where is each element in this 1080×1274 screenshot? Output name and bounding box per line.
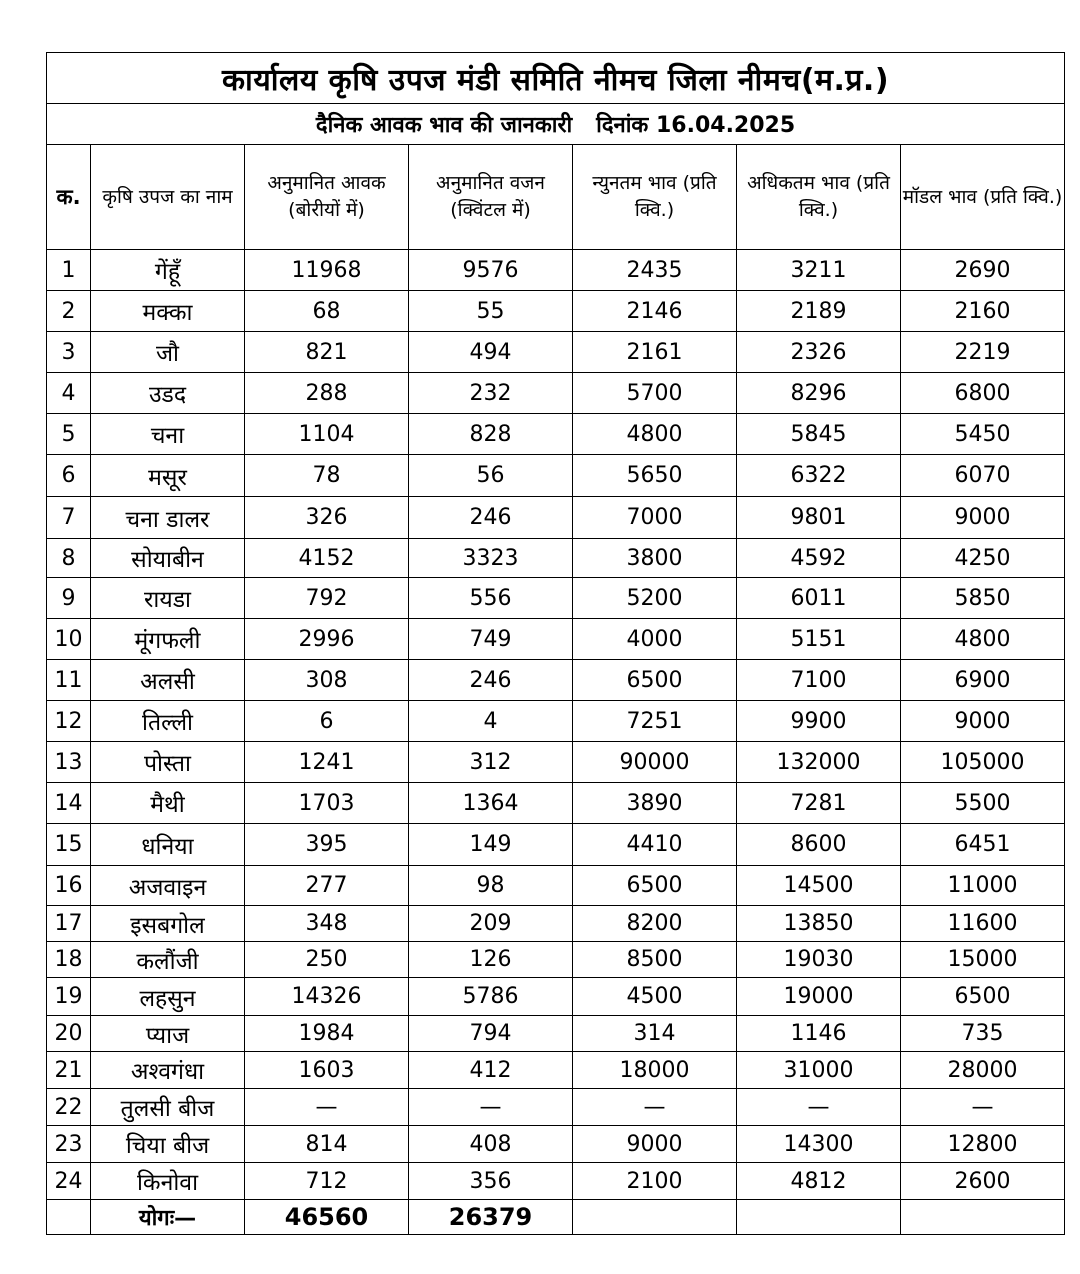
cell-max-price: 7281 [737, 783, 901, 824]
report-subtitle: दैनिक आवक भाव की जानकारी [315, 113, 573, 138]
total-label: योगः— [91, 1200, 245, 1235]
cell-modal-price: 6070 [901, 455, 1065, 497]
cell-arrival: 250 [245, 942, 409, 978]
cell-min-price: 4000 [573, 619, 737, 660]
cell-arrival: 1984 [245, 1016, 409, 1052]
cell-sn: 6 [47, 455, 91, 497]
cell-weight: 5786 [409, 978, 573, 1016]
cell-arrival: 68 [245, 291, 409, 332]
cell-modal-price: 2219 [901, 332, 1065, 373]
cell-min-price: 3800 [573, 539, 737, 578]
cell-weight: — [409, 1089, 573, 1126]
cell-arrival: 1603 [245, 1052, 409, 1089]
cell-sn: 21 [47, 1052, 91, 1089]
cell-weight: 209 [409, 906, 573, 942]
cell-max-price: 5845 [737, 414, 901, 455]
header-row [47, 145, 1065, 250]
cell-crop: अलसी [91, 660, 245, 701]
cell-modal-price: 2690 [901, 250, 1065, 291]
cell-crop: सोयाबीन [91, 539, 245, 578]
cell-modal-price: 12800 [901, 1126, 1065, 1163]
cell-weight: 1364 [409, 783, 573, 824]
cell-max-price: 5151 [737, 619, 901, 660]
cell-crop: प्याज [91, 1016, 245, 1052]
cell-sn: 1 [47, 250, 91, 291]
cell-min-price: 2161 [573, 332, 737, 373]
price-table [46, 52, 1065, 1235]
header-arrival: अनुमानित आवक (बोरीयों में) [245, 145, 409, 250]
cell-sn: 14 [47, 783, 91, 824]
table-row [47, 1163, 1065, 1200]
cell-weight: 149 [409, 824, 573, 866]
total-row [47, 1200, 1065, 1235]
cell-arrival: 792 [245, 578, 409, 619]
cell-modal-price: 9000 [901, 701, 1065, 742]
cell-min-price: 6500 [573, 660, 737, 701]
cell-sn: 7 [47, 497, 91, 539]
cell-min-price: 7251 [573, 701, 737, 742]
table-row [47, 455, 1065, 497]
cell-max-price: 14500 [737, 866, 901, 906]
table-row [47, 742, 1065, 783]
cell-modal-price: 9000 [901, 497, 1065, 539]
cell-modal-price: 4800 [901, 619, 1065, 660]
header-crop: कृषि उपज का नाम [91, 145, 245, 250]
header-max-price: अधिकतम भाव (प्रति क्वि.) [737, 145, 901, 250]
cell-arrival: 6 [245, 701, 409, 742]
table-row [47, 619, 1065, 660]
cell-crop: किनोवा [91, 1163, 245, 1200]
total-blank-min [573, 1200, 737, 1235]
cell-sn: 4 [47, 373, 91, 414]
table-row [47, 1089, 1065, 1126]
cell-crop: तिल्ली [91, 701, 245, 742]
cell-crop: रायडा [91, 578, 245, 619]
report-subtitle-cell [47, 104, 1065, 145]
cell-min-price: 3890 [573, 783, 737, 824]
table-row [47, 1052, 1065, 1089]
cell-arrival: 348 [245, 906, 409, 942]
cell-weight: 126 [409, 942, 573, 978]
cell-arrival: 14326 [245, 978, 409, 1016]
page-title: कार्यालय कृषि उपज मंडी समिति नीमच जिला नीमच(म.प्र.) [47, 53, 1065, 104]
cell-sn: 2 [47, 291, 91, 332]
table-row [47, 578, 1065, 619]
cell-weight: 412 [409, 1052, 573, 1089]
cell-sn: 8 [47, 539, 91, 578]
cell-arrival: 395 [245, 824, 409, 866]
cell-modal-price: 105000 [901, 742, 1065, 783]
cell-min-price: 5650 [573, 455, 737, 497]
cell-arrival: 821 [245, 332, 409, 373]
cell-sn: 19 [47, 978, 91, 1016]
cell-min-price: 4410 [573, 824, 737, 866]
cell-modal-price: 11600 [901, 906, 1065, 942]
mandi-price-sheet [46, 52, 1064, 1235]
cell-arrival: 1241 [245, 742, 409, 783]
cell-max-price: 2326 [737, 332, 901, 373]
cell-crop: चिया बीज [91, 1126, 245, 1163]
cell-min-price: 9000 [573, 1126, 737, 1163]
cell-sn: 16 [47, 866, 91, 906]
cell-arrival: 11968 [245, 250, 409, 291]
cell-crop: मैथी [91, 783, 245, 824]
cell-arrival: 2996 [245, 619, 409, 660]
cell-weight: 494 [409, 332, 573, 373]
cell-arrival: 712 [245, 1163, 409, 1200]
table-row [47, 373, 1065, 414]
cell-min-price: 7000 [573, 497, 737, 539]
cell-sn: 9 [47, 578, 91, 619]
cell-max-price: 9900 [737, 701, 901, 742]
total-blank-modal [901, 1200, 1065, 1235]
cell-max-price: 14300 [737, 1126, 901, 1163]
table-row [47, 701, 1065, 742]
cell-weight: 9576 [409, 250, 573, 291]
cell-crop: तुलसी बीज [91, 1089, 245, 1126]
cell-modal-price: 15000 [901, 942, 1065, 978]
table-row [47, 497, 1065, 539]
cell-max-price: 2189 [737, 291, 901, 332]
cell-arrival: 4152 [245, 539, 409, 578]
cell-min-price: 8500 [573, 942, 737, 978]
cell-sn: 17 [47, 906, 91, 942]
cell-crop: चना [91, 414, 245, 455]
total-blank-max [737, 1200, 901, 1235]
cell-weight: 246 [409, 660, 573, 701]
cell-min-price: 2146 [573, 291, 737, 332]
cell-crop: उडद [91, 373, 245, 414]
cell-modal-price: — [901, 1089, 1065, 1126]
cell-sn: 12 [47, 701, 91, 742]
cell-crop: जौ [91, 332, 245, 373]
cell-crop: मसूर [91, 455, 245, 497]
cell-min-price: 90000 [573, 742, 737, 783]
cell-weight: 56 [409, 455, 573, 497]
cell-weight: 408 [409, 1126, 573, 1163]
header-sn: क. [47, 145, 91, 250]
report-date: दिनांक 16.04.2025 [596, 113, 796, 138]
cell-weight: 356 [409, 1163, 573, 1200]
cell-modal-price: 5850 [901, 578, 1065, 619]
cell-arrival: 814 [245, 1126, 409, 1163]
table-row [47, 866, 1065, 906]
cell-crop: इसबगोल [91, 906, 245, 942]
cell-modal-price: 6451 [901, 824, 1065, 866]
table-row [47, 1126, 1065, 1163]
cell-modal-price: 5500 [901, 783, 1065, 824]
cell-min-price: — [573, 1089, 737, 1126]
cell-modal-price: 6800 [901, 373, 1065, 414]
cell-max-price: 13850 [737, 906, 901, 942]
cell-crop: मूंगफली [91, 619, 245, 660]
cell-sn: 24 [47, 1163, 91, 1200]
cell-arrival: 78 [245, 455, 409, 497]
cell-max-price: 31000 [737, 1052, 901, 1089]
cell-weight: 828 [409, 414, 573, 455]
cell-modal-price: 2600 [901, 1163, 1065, 1200]
cell-weight: 794 [409, 1016, 573, 1052]
table-row [47, 539, 1065, 578]
table-row [47, 942, 1065, 978]
cell-weight: 55 [409, 291, 573, 332]
cell-sn: 23 [47, 1126, 91, 1163]
cell-sn: 5 [47, 414, 91, 455]
cell-modal-price: 2160 [901, 291, 1065, 332]
cell-crop: अजवाइन [91, 866, 245, 906]
total-arrival: 46560 [245, 1200, 409, 1235]
table-row [47, 414, 1065, 455]
table-row [47, 978, 1065, 1016]
cell-max-price: 8296 [737, 373, 901, 414]
cell-min-price: 5700 [573, 373, 737, 414]
table-row [47, 250, 1065, 291]
cell-arrival: 288 [245, 373, 409, 414]
cell-max-price: 4592 [737, 539, 901, 578]
cell-sn: 18 [47, 942, 91, 978]
cell-max-price: 4812 [737, 1163, 901, 1200]
cell-modal-price: 735 [901, 1016, 1065, 1052]
table-row [47, 824, 1065, 866]
cell-sn: 22 [47, 1089, 91, 1126]
cell-crop: लहसुन [91, 978, 245, 1016]
cell-sn: 11 [47, 660, 91, 701]
cell-max-price: — [737, 1089, 901, 1126]
cell-modal-price: 6900 [901, 660, 1065, 701]
cell-sn: 13 [47, 742, 91, 783]
cell-modal-price: 5450 [901, 414, 1065, 455]
cell-modal-price: 11000 [901, 866, 1065, 906]
cell-weight: 312 [409, 742, 573, 783]
cell-modal-price: 28000 [901, 1052, 1065, 1089]
cell-weight: 98 [409, 866, 573, 906]
cell-max-price: 19030 [737, 942, 901, 978]
cell-min-price: 6500 [573, 866, 737, 906]
cell-min-price: 5200 [573, 578, 737, 619]
header-weight: अनुमानित वजन (क्विंटल में) [409, 145, 573, 250]
cell-arrival: 326 [245, 497, 409, 539]
total-blank-sn [47, 1200, 91, 1235]
cell-arrival: 308 [245, 660, 409, 701]
header-modal-price: मॉडल भाव (प्रति क्वि.) [901, 145, 1065, 250]
cell-crop: कलौंजी [91, 942, 245, 978]
cell-weight: 556 [409, 578, 573, 619]
cell-crop: अश्वगंधा [91, 1052, 245, 1089]
cell-max-price: 6322 [737, 455, 901, 497]
cell-min-price: 18000 [573, 1052, 737, 1089]
cell-crop: पोस्ता [91, 742, 245, 783]
cell-weight: 4 [409, 701, 573, 742]
cell-modal-price: 6500 [901, 978, 1065, 1016]
cell-crop: धनिया [91, 824, 245, 866]
table-row [47, 906, 1065, 942]
cell-min-price: 2435 [573, 250, 737, 291]
table-row [47, 660, 1065, 701]
cell-arrival: 277 [245, 866, 409, 906]
table-row [47, 783, 1065, 824]
cell-min-price: 8200 [573, 906, 737, 942]
cell-max-price: 3211 [737, 250, 901, 291]
cell-sn: 10 [47, 619, 91, 660]
cell-sn: 3 [47, 332, 91, 373]
cell-arrival: 1703 [245, 783, 409, 824]
cell-modal-price: 4250 [901, 539, 1065, 578]
cell-min-price: 314 [573, 1016, 737, 1052]
cell-crop: गेंहूँ [91, 250, 245, 291]
cell-min-price: 4800 [573, 414, 737, 455]
cell-arrival: 1104 [245, 414, 409, 455]
cell-min-price: 2100 [573, 1163, 737, 1200]
total-weight: 26379 [409, 1200, 573, 1235]
cell-max-price: 6011 [737, 578, 901, 619]
cell-max-price: 1146 [737, 1016, 901, 1052]
table-row [47, 1016, 1065, 1052]
cell-max-price: 19000 [737, 978, 901, 1016]
cell-sn: 15 [47, 824, 91, 866]
cell-min-price: 4500 [573, 978, 737, 1016]
cell-weight: 232 [409, 373, 573, 414]
header-min-price: न्युनतम भाव (प्रति क्वि.) [573, 145, 737, 250]
cell-weight: 246 [409, 497, 573, 539]
cell-max-price: 9801 [737, 497, 901, 539]
table-row [47, 291, 1065, 332]
cell-max-price: 8600 [737, 824, 901, 866]
cell-max-price: 132000 [737, 742, 901, 783]
cell-weight: 749 [409, 619, 573, 660]
cell-sn: 20 [47, 1016, 91, 1052]
cell-weight: 3323 [409, 539, 573, 578]
table-row [47, 332, 1065, 373]
cell-crop: चना डालर [91, 497, 245, 539]
cell-max-price: 7100 [737, 660, 901, 701]
cell-arrival: — [245, 1089, 409, 1126]
cell-crop: मक्का [91, 291, 245, 332]
